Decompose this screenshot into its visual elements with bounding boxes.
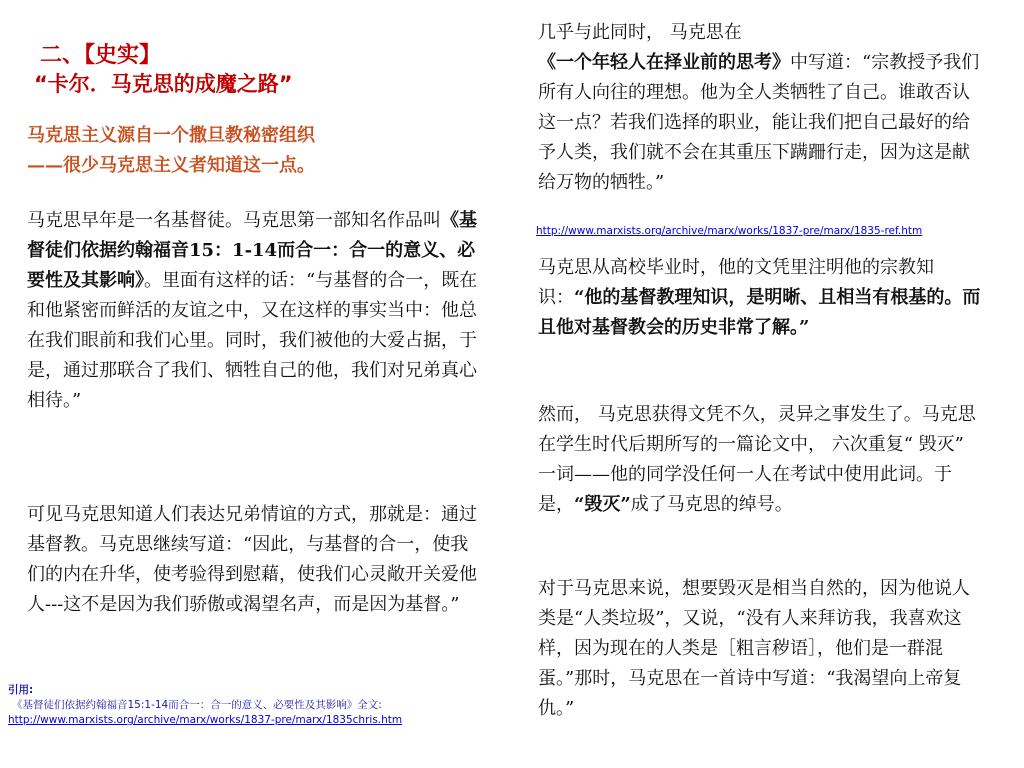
right-p3-text-b: 成了马克思的绰号。 bbox=[630, 494, 793, 515]
right-p3-text-a: 然而， 马克思获得文凭不久，灵异之事发生了。马克思在学生时代后期所写的一篇论文中， 六次重复“ 毁灭” 一词——他的同学没任何一人在考试中使用此词。于是， bbox=[538, 404, 976, 515]
reference-text: 《基督徒们依据约翰福音15:1-14而合一：合一的意义、必要性及其影响》全文: bbox=[12, 699, 382, 711]
right-paragraph-1 bbox=[538, 18, 986, 198]
right-source-link[interactable]: http://www.marxists.org/archive/marx/works/1837-pre/marx/1835-ref.htm bbox=[536, 225, 923, 237]
right-p1-text-a: 几乎与此同时， 马克思在 bbox=[538, 22, 742, 43]
section-subtitle: “卡尔．马克思的成魔之路” bbox=[34, 72, 293, 96]
reference-block bbox=[8, 683, 508, 728]
reference-label: 引用: bbox=[8, 684, 34, 696]
right-paragraph-2 bbox=[538, 253, 986, 343]
right-p1-book-title: 《一个年轻人在择业前的思考》 bbox=[538, 52, 790, 73]
left-paragraph-2: 可见马克思知道人们表达兄弟情谊的方式，那就是：通过基督教。马克思继续写道：“因此，与基督的合一，使我们的内在升华，使考验得到慰藉，使我们心灵敞开关爱他人---这不是因为我们骄傲或渴望名声，而是因为基督。” bbox=[27, 504, 477, 615]
left-p1-book-title: 《基督徒们依据约翰福音15：1-14而合一：合一的意义、必要性及其影响》 bbox=[27, 210, 477, 291]
right-paragraph-3 bbox=[538, 400, 986, 520]
left-p1-text-b: 。里面有这样的话：“与基督的合一，既在和他紧密而鲜活的友谊之中，又在这样的事实当中：他总在我们眼前和我们心里。同时，我们被他的大爱占据，于是，通过那联合了我们、牺牲自己的他，我们对兄弟真心相待。” bbox=[27, 270, 478, 411]
intro-line-2: ——很少马克思主义者知道这一点。 bbox=[27, 155, 315, 176]
right-p2-quote: “他的基督教理知识，是明晰、且相当有根基的。而且他对基督教会的历史非常了解。” bbox=[538, 287, 981, 338]
left-p1-text-a: 马克思早年是一名基督徒。马克思第一部知名作品叫 bbox=[27, 210, 441, 231]
right-p1-text-b: 中写道：“宗教授予我们所有人向往的理想。他为全人类牺牲了自己。谁敢否认这一点？若我们选择的职业，能让我们把自己最好的给予人类，我们就不会在其重压下蹒跚行走，因为这是献给万物的牺牲。” bbox=[538, 52, 980, 193]
intro-highlight bbox=[27, 121, 467, 181]
section-title: 二、【史实】 bbox=[40, 43, 162, 68]
left-paragraph-1 bbox=[27, 206, 482, 416]
right-p2-text-a: 马克思从高校毕业时，他的文凭里注明他的宗教知识： bbox=[538, 257, 934, 308]
intro-line-1: 马克思主义源自一个撒旦教秘密组织 bbox=[27, 125, 315, 146]
right-p3-nickname: “毁灭” bbox=[574, 494, 631, 515]
right-paragraph-4: 对于马克思来说，想要毁灭是相当自然的，因为他说人类是“人类垃圾”，又说，“没有人来拜访我，我喜欢这样，因为现在的人类是［粗言秽语］，他们是一群混蛋。”那时，马克思在一首诗中写道：“我渴望向上帝复仇。” bbox=[538, 578, 970, 719]
reference-link[interactable]: http://www.marxists.org/archive/marx/works/1837-pre/marx/1835chris.htm bbox=[8, 714, 403, 726]
